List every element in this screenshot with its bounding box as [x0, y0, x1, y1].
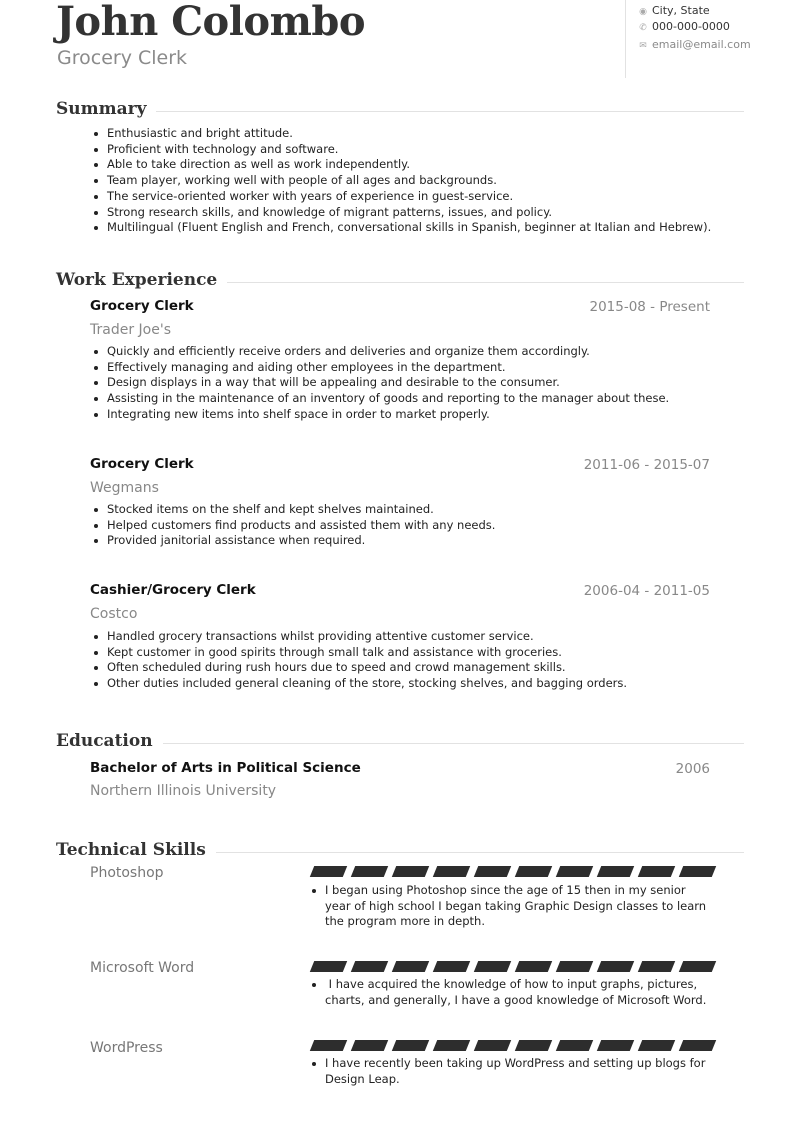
list-item: I have acquired the knowledge of how to input graphs, pictures, charts, and generally, I have a good knowledge of Microsoft Word.: [308, 977, 713, 1008]
skill-level-bar: [308, 866, 718, 878]
list-item: I have recently been taking up WordPress and setting up blogs for Design Leap.: [308, 1056, 713, 1087]
list-item: Handled grocery transactions whilst providing attentive customer service.: [90, 629, 627, 645]
skill-level-segment: [474, 1040, 511, 1051]
skill-level-segment: [638, 961, 675, 972]
list-item: Provided janitorial assistance when required.: [90, 533, 495, 549]
skill-level-segment: [515, 1040, 552, 1051]
skill-level-segment: [474, 961, 511, 972]
list-item: Stocked items on the shelf and kept shelves maintained.: [90, 502, 495, 518]
contact-panel: [625, 0, 800, 78]
skill-level-segment: [679, 866, 716, 877]
skill-name: Microsoft Word: [90, 960, 195, 976]
section-divider: [56, 111, 744, 112]
job-role: Grocery Clerk: [90, 298, 194, 314]
email-link[interactable]: email@email.com: [652, 38, 751, 51]
skill-level-segment: [556, 866, 593, 877]
list-item: Often scheduled during rush hours due to speed and crowd management skills.: [90, 660, 627, 676]
skill-level-segment: [515, 866, 552, 877]
job-bullets: [90, 629, 627, 692]
job-role: Grocery Clerk: [90, 456, 194, 472]
skill-level-segment: [392, 1040, 429, 1051]
skill-level-bar: [308, 961, 718, 973]
skill-level-segment: [474, 866, 511, 877]
list-item: Helped customers find products and assisted them with any needs.: [90, 518, 495, 534]
school: Northern Illinois University: [90, 783, 277, 799]
education-section-header: [56, 731, 744, 755]
list-item: Quickly and efficiently receive orders and deliveries and organize them accordingly.: [90, 344, 669, 360]
list-item: Team player, working well with people of all ages and backgrounds.: [90, 173, 711, 189]
graduation-year: 2006: [675, 761, 710, 777]
skill-level-segment: [597, 866, 634, 877]
work-heading: Work Experience: [56, 270, 227, 290]
skill-level-segment: [433, 1040, 470, 1051]
list-item: Effectively managing and aiding other employees in the department.: [90, 360, 669, 376]
phone-text: 000-000-0000: [652, 20, 730, 33]
map-pin-icon: ◉: [639, 7, 647, 17]
skills-section-header: [56, 840, 744, 864]
job-role: Cashier/Grocery Clerk: [90, 582, 256, 598]
list-item: Design displays in a way that will be appealing and desirable to the consumer.: [90, 375, 669, 391]
list-item: Enthusiastic and bright attitude.: [90, 126, 711, 142]
envelope-icon: ✉: [639, 41, 647, 51]
contact-phone: [638, 20, 730, 33]
skill-level-segment: [392, 866, 429, 877]
summary-list: [90, 126, 711, 236]
skill-level-segment: [433, 961, 470, 972]
list-item: Assisting in the maintenance of an inventory of goods and reporting to the manager about these.: [90, 391, 669, 407]
skill-level-segment: [556, 961, 593, 972]
list-item: Strong research skills, and knowledge of migrant patterns, issues, and policy.: [90, 205, 711, 221]
skill-level-segment: [310, 866, 347, 877]
skill-level-segment: [392, 961, 429, 972]
job-employer: Wegmans: [90, 480, 159, 496]
skill-level-segment: [433, 866, 470, 877]
education-heading: Education: [56, 731, 163, 751]
work-section-header: [56, 270, 744, 294]
list-item: Multilingual (Fluent English and French, conversational skills in Spanish, beginner at Italian and Hebrew).: [90, 220, 711, 236]
summary-heading: Summary: [56, 99, 156, 119]
skill-level-segment: [310, 961, 347, 972]
skill-bullets: [308, 1056, 713, 1087]
list-item: Kept customer in good spirits through small talk and assistance with groceries.: [90, 645, 627, 661]
skill-level-segment: [597, 961, 634, 972]
contact-location: [638, 4, 710, 17]
skill-level-segment: [679, 1040, 716, 1051]
list-item: The service-oriented worker with years of experience in guest-service.: [90, 189, 711, 205]
skill-level-bar: [308, 1040, 718, 1052]
candidate-title: Grocery Clerk: [57, 47, 188, 69]
skill-level-segment: [310, 1040, 347, 1051]
job-employer: Costco: [90, 606, 138, 622]
contact-email[interactable]: [638, 38, 751, 51]
skill-level-segment: [351, 1040, 388, 1051]
skill-level-segment: [597, 1040, 634, 1051]
list-item: Other duties included general cleaning of the store, stocking shelves, and bagging orders.: [90, 676, 627, 692]
list-item: Proficient with technology and software.: [90, 142, 711, 158]
job-dates: 2006-04 - 2011-05: [583, 583, 710, 599]
skill-bullets: [308, 883, 713, 930]
job-bullets: [90, 344, 669, 423]
job-employer: Trader Joe's: [90, 322, 171, 338]
skill-level-segment: [351, 866, 388, 877]
job-dates: 2015-08 - Present: [589, 299, 710, 315]
candidate-name: John Colombo: [56, 0, 366, 45]
skill-name: WordPress: [90, 1040, 163, 1056]
phone-icon: ✆: [639, 23, 647, 33]
job-bullets: [90, 502, 495, 549]
list-item: I began using Photoshop since the age of 15 then in my senior year of high school I began taking Graphic Design classes to learn the program more in depth.: [308, 883, 713, 930]
skill-bullets: [308, 977, 713, 1008]
skill-name: Photoshop: [90, 865, 164, 881]
skill-level-segment: [351, 961, 388, 972]
list-item: Integrating new items into shelf space in order to market properly.: [90, 407, 669, 423]
skill-level-segment: [679, 961, 716, 972]
list-item: Able to take direction as well as work independently.: [90, 157, 711, 173]
skill-level-segment: [515, 961, 552, 972]
skill-level-segment: [638, 866, 675, 877]
skills-heading: Technical Skills: [56, 840, 216, 860]
degree: Bachelor of Arts in Political Science: [90, 760, 361, 776]
summary-section-header: [56, 99, 744, 123]
skill-level-segment: [638, 1040, 675, 1051]
skill-level-segment: [556, 1040, 593, 1051]
job-dates: 2011-06 - 2015-07: [583, 457, 710, 473]
location-text: City, State: [652, 4, 710, 17]
